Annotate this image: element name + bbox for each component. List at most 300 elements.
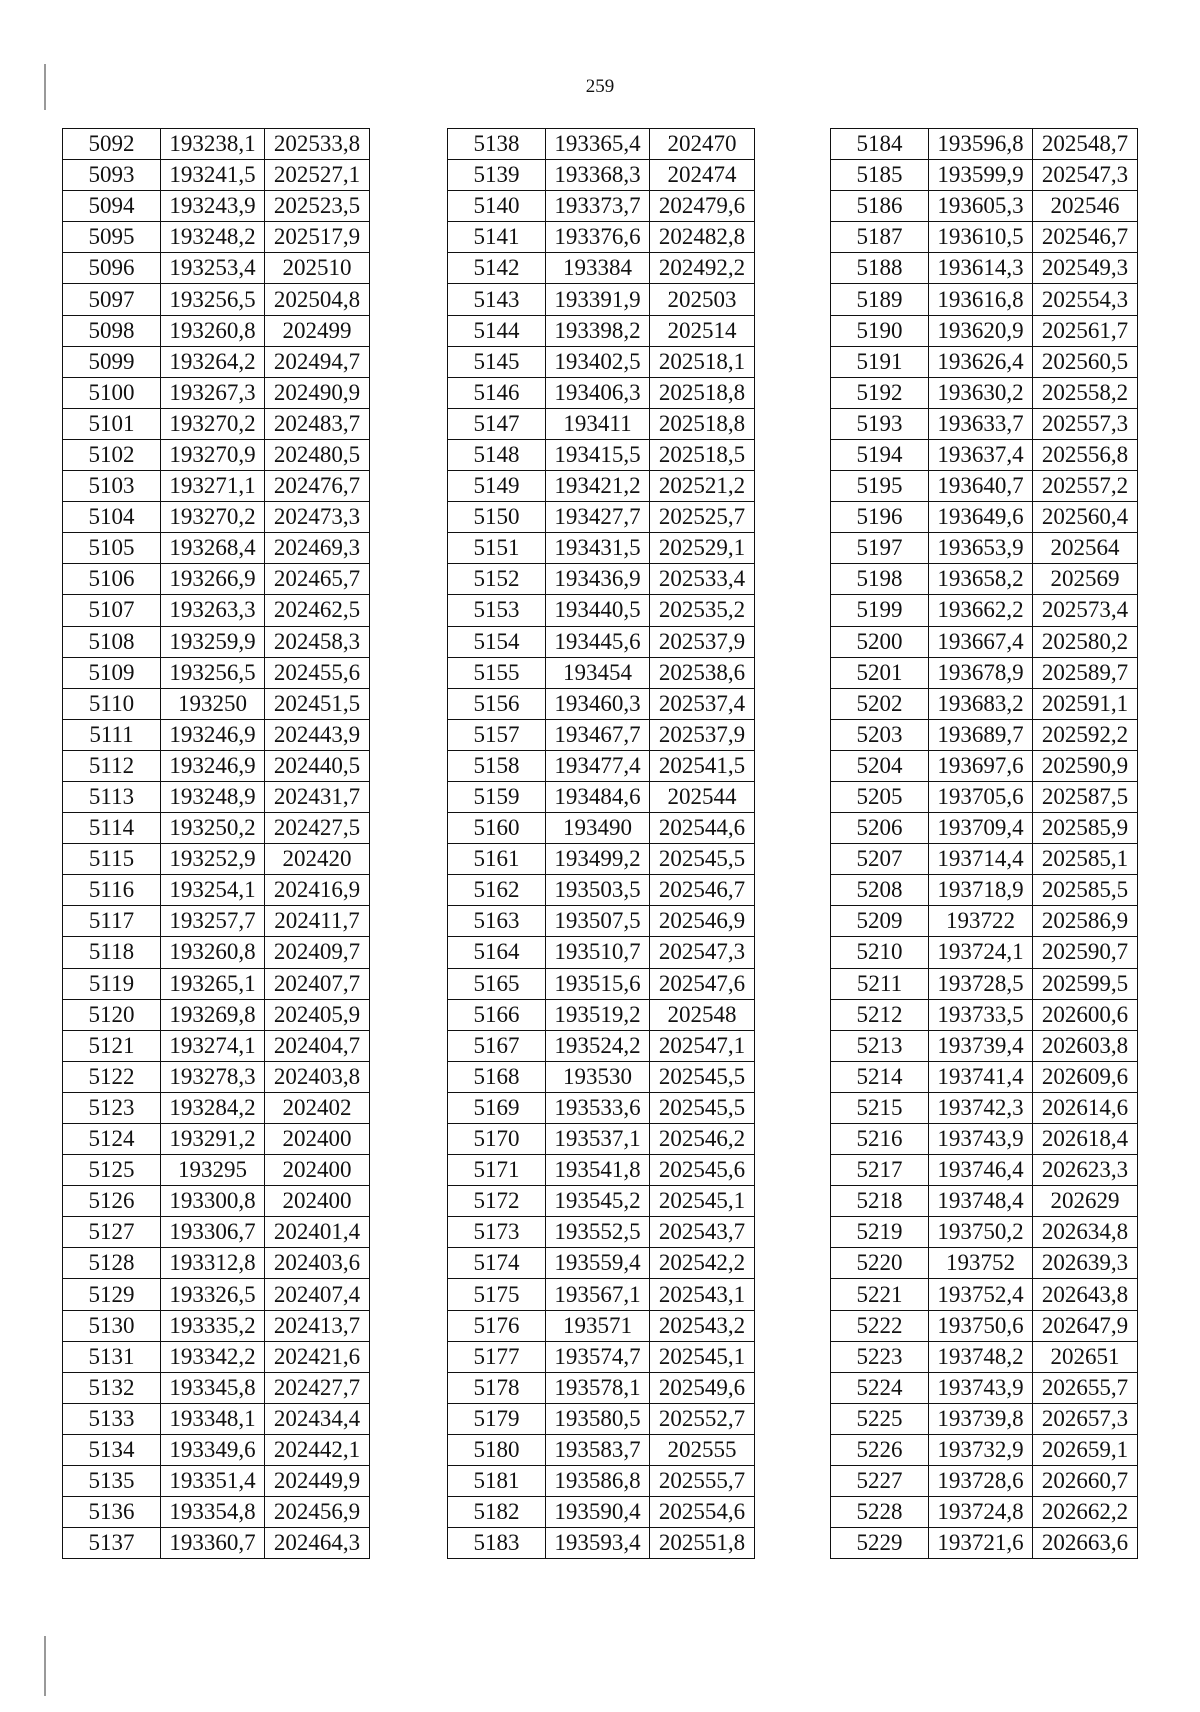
x-coordinate-cell: 193722 — [929, 906, 1033, 937]
x-coordinate-cell: 193270,2 — [161, 408, 265, 439]
x-coordinate-cell: 193746,4 — [929, 1155, 1033, 1186]
y-coordinate-cell: 202479,6 — [650, 191, 755, 222]
y-coordinate-cell: 202614,6 — [1033, 1092, 1138, 1123]
y-coordinate-cell: 202407,4 — [265, 1279, 370, 1310]
y-coordinate-cell: 202629 — [1033, 1186, 1138, 1217]
point-number-cell: 5102 — [63, 439, 161, 470]
x-coordinate-cell: 193739,4 — [929, 1030, 1033, 1061]
y-coordinate-cell: 202518,5 — [650, 439, 755, 470]
table-row — [831, 813, 1138, 844]
point-number-cell: 5160 — [448, 813, 546, 844]
point-number-cell: 5137 — [63, 1528, 161, 1559]
x-coordinate-cell: 193268,4 — [161, 533, 265, 564]
point-number-cell: 5140 — [448, 191, 546, 222]
x-coordinate-cell: 193571 — [546, 1310, 650, 1341]
table-row — [63, 284, 370, 315]
y-coordinate-cell: 202663,6 — [1033, 1528, 1138, 1559]
y-coordinate-cell: 202517,9 — [265, 222, 370, 253]
y-coordinate-cell: 202403,8 — [265, 1061, 370, 1092]
x-coordinate-cell: 193567,1 — [546, 1279, 650, 1310]
table-row — [63, 471, 370, 502]
y-coordinate-cell: 202494,7 — [265, 346, 370, 377]
table-row — [448, 439, 755, 470]
x-coordinate-cell: 193552,5 — [546, 1217, 650, 1248]
table-row — [448, 1466, 755, 1497]
x-coordinate-cell: 193733,5 — [929, 999, 1033, 1030]
y-coordinate-cell: 202473,3 — [265, 502, 370, 533]
table-row — [831, 781, 1138, 812]
point-number-cell: 5219 — [831, 1217, 929, 1248]
point-number-cell: 5221 — [831, 1279, 929, 1310]
point-number-cell: 5099 — [63, 346, 161, 377]
table-row — [448, 968, 755, 999]
x-coordinate-cell: 193739,8 — [929, 1403, 1033, 1434]
x-coordinate-cell: 193271,1 — [161, 471, 265, 502]
table-row — [831, 408, 1138, 439]
table-row — [448, 688, 755, 719]
point-number-cell: 5210 — [831, 937, 929, 968]
point-number-cell: 5216 — [831, 1124, 929, 1155]
y-coordinate-cell: 202407,7 — [265, 968, 370, 999]
y-coordinate-cell: 202585,5 — [1033, 875, 1138, 906]
x-coordinate-cell: 193724,8 — [929, 1497, 1033, 1528]
point-number-cell: 5207 — [831, 844, 929, 875]
point-number-cell: 5205 — [831, 781, 929, 812]
table-row — [831, 377, 1138, 408]
y-coordinate-cell: 202657,3 — [1033, 1403, 1138, 1434]
table-row — [831, 502, 1138, 533]
table-row — [831, 844, 1138, 875]
y-coordinate-cell: 202403,6 — [265, 1248, 370, 1279]
table-row — [63, 750, 370, 781]
x-coordinate-cell: 193649,6 — [929, 502, 1033, 533]
y-coordinate-cell: 202499 — [265, 315, 370, 346]
x-coordinate-cell: 193252,9 — [161, 844, 265, 875]
x-coordinate-cell: 193683,2 — [929, 688, 1033, 719]
point-number-cell: 5163 — [448, 906, 546, 937]
table-row — [63, 160, 370, 191]
table-row — [63, 222, 370, 253]
table-row — [63, 1372, 370, 1403]
table-row — [831, 1341, 1138, 1372]
table-row — [831, 1310, 1138, 1341]
table-row — [448, 1061, 755, 1092]
table-row — [448, 1310, 755, 1341]
table-row — [448, 222, 755, 253]
y-coordinate-cell: 202546,9 — [650, 906, 755, 937]
x-coordinate-cell: 193406,3 — [546, 377, 650, 408]
point-number-cell: 5193 — [831, 408, 929, 439]
x-coordinate-cell: 193503,5 — [546, 875, 650, 906]
point-number-cell: 5129 — [63, 1279, 161, 1310]
y-coordinate-cell: 202634,8 — [1033, 1217, 1138, 1248]
y-coordinate-cell: 202538,6 — [650, 657, 755, 688]
y-coordinate-cell: 202590,9 — [1033, 750, 1138, 781]
point-number-cell: 5181 — [448, 1466, 546, 1497]
y-coordinate-cell: 202599,5 — [1033, 968, 1138, 999]
point-number-cell: 5228 — [831, 1497, 929, 1528]
y-coordinate-cell: 202400 — [265, 1155, 370, 1186]
table-row — [831, 1030, 1138, 1061]
y-coordinate-cell: 202544 — [650, 781, 755, 812]
y-coordinate-cell: 202647,9 — [1033, 1310, 1138, 1341]
x-coordinate-cell: 193415,5 — [546, 439, 650, 470]
x-coordinate-cell: 193593,4 — [546, 1528, 650, 1559]
point-number-cell: 5167 — [448, 1030, 546, 1061]
table-row — [831, 999, 1138, 1030]
y-coordinate-cell: 202561,7 — [1033, 315, 1138, 346]
y-coordinate-cell: 202546,7 — [1033, 222, 1138, 253]
y-coordinate-cell: 202585,9 — [1033, 813, 1138, 844]
point-number-cell: 5196 — [831, 502, 929, 533]
table-row — [448, 502, 755, 533]
y-coordinate-cell: 202660,7 — [1033, 1466, 1138, 1497]
point-number-cell: 5176 — [448, 1310, 546, 1341]
x-coordinate-cell: 193454 — [546, 657, 650, 688]
table-row — [63, 1403, 370, 1434]
coordinates-table-2 — [447, 128, 755, 1559]
page-number: 259 — [585, 76, 615, 97]
point-number-cell: 5145 — [448, 346, 546, 377]
x-coordinate-cell: 193748,4 — [929, 1186, 1033, 1217]
x-coordinate-cell: 193530 — [546, 1061, 650, 1092]
x-coordinate-cell: 193728,6 — [929, 1466, 1033, 1497]
table-row — [63, 1434, 370, 1465]
y-coordinate-cell: 202434,4 — [265, 1403, 370, 1434]
x-coordinate-cell: 193335,2 — [161, 1310, 265, 1341]
table-row — [831, 875, 1138, 906]
point-number-cell: 5130 — [63, 1310, 161, 1341]
x-coordinate-cell: 193295 — [161, 1155, 265, 1186]
point-number-cell: 5212 — [831, 999, 929, 1030]
x-coordinate-cell: 193300,8 — [161, 1186, 265, 1217]
x-coordinate-cell: 193743,9 — [929, 1124, 1033, 1155]
y-coordinate-cell: 202543,2 — [650, 1310, 755, 1341]
point-number-cell: 5186 — [831, 191, 929, 222]
x-coordinate-cell: 193490 — [546, 813, 650, 844]
y-coordinate-cell: 202510 — [265, 253, 370, 284]
point-number-cell: 5133 — [63, 1403, 161, 1434]
table-row — [448, 813, 755, 844]
table-row — [448, 408, 755, 439]
y-coordinate-cell: 202416,9 — [265, 875, 370, 906]
x-coordinate-cell: 193248,2 — [161, 222, 265, 253]
table-row — [831, 968, 1138, 999]
point-number-cell: 5229 — [831, 1528, 929, 1559]
x-coordinate-cell: 193583,7 — [546, 1434, 650, 1465]
x-coordinate-cell: 193460,3 — [546, 688, 650, 719]
x-coordinate-cell: 193368,3 — [546, 160, 650, 191]
point-number-cell: 5169 — [448, 1092, 546, 1123]
x-coordinate-cell: 193614,3 — [929, 253, 1033, 284]
point-number-cell: 5214 — [831, 1061, 929, 1092]
y-coordinate-cell: 202580,2 — [1033, 626, 1138, 657]
table-row — [831, 1466, 1138, 1497]
y-coordinate-cell: 202533,8 — [265, 129, 370, 160]
point-number-cell: 5100 — [63, 377, 161, 408]
x-coordinate-cell: 193590,4 — [546, 1497, 650, 1528]
y-coordinate-cell: 202537,4 — [650, 688, 755, 719]
x-coordinate-cell: 193728,5 — [929, 968, 1033, 999]
y-coordinate-cell: 202549,3 — [1033, 253, 1138, 284]
y-coordinate-cell: 202400 — [265, 1186, 370, 1217]
point-number-cell: 5170 — [448, 1124, 546, 1155]
point-number-cell: 5185 — [831, 160, 929, 191]
point-number-cell: 5136 — [63, 1497, 161, 1528]
point-number-cell: 5162 — [448, 875, 546, 906]
x-coordinate-cell: 193750,6 — [929, 1310, 1033, 1341]
table-row — [63, 1310, 370, 1341]
table-row — [831, 191, 1138, 222]
table-row — [63, 1466, 370, 1497]
table-row — [448, 315, 755, 346]
table-row — [63, 533, 370, 564]
y-coordinate-cell: 202549,6 — [650, 1372, 755, 1403]
table-row — [63, 1092, 370, 1123]
x-coordinate-cell: 193431,5 — [546, 533, 650, 564]
point-number-cell: 5227 — [831, 1466, 929, 1497]
table-row — [831, 129, 1138, 160]
x-coordinate-cell: 193391,9 — [546, 284, 650, 315]
y-coordinate-cell: 202545,1 — [650, 1186, 755, 1217]
y-coordinate-cell: 202518,1 — [650, 346, 755, 377]
point-number-cell: 5191 — [831, 346, 929, 377]
point-number-cell: 5198 — [831, 564, 929, 595]
table-row — [63, 595, 370, 626]
table-row — [63, 875, 370, 906]
x-coordinate-cell: 193354,8 — [161, 1497, 265, 1528]
point-number-cell: 5117 — [63, 906, 161, 937]
table-row — [448, 1341, 755, 1372]
y-coordinate-cell: 202545,6 — [650, 1155, 755, 1186]
y-coordinate-cell: 202483,7 — [265, 408, 370, 439]
x-coordinate-cell: 193637,4 — [929, 439, 1033, 470]
y-coordinate-cell: 202518,8 — [650, 408, 755, 439]
x-coordinate-cell: 193440,5 — [546, 595, 650, 626]
y-coordinate-cell: 202560,5 — [1033, 346, 1138, 377]
point-number-cell: 5144 — [448, 315, 546, 346]
y-coordinate-cell: 202546,2 — [650, 1124, 755, 1155]
table-row — [63, 1217, 370, 1248]
x-coordinate-cell: 193667,4 — [929, 626, 1033, 657]
table-row — [831, 533, 1138, 564]
point-number-cell: 5110 — [63, 688, 161, 719]
y-coordinate-cell: 202545,5 — [650, 1061, 755, 1092]
point-number-cell: 5194 — [831, 439, 929, 470]
y-coordinate-cell: 202449,9 — [265, 1466, 370, 1497]
point-number-cell: 5202 — [831, 688, 929, 719]
table-row — [831, 719, 1138, 750]
x-coordinate-cell: 193349,6 — [161, 1434, 265, 1465]
table-row — [448, 844, 755, 875]
y-coordinate-cell: 202555 — [650, 1434, 755, 1465]
point-number-cell: 5097 — [63, 284, 161, 315]
point-number-cell: 5121 — [63, 1030, 161, 1061]
point-number-cell: 5165 — [448, 968, 546, 999]
y-coordinate-cell: 202504,8 — [265, 284, 370, 315]
x-coordinate-cell: 193263,3 — [161, 595, 265, 626]
table-row — [63, 346, 370, 377]
point-number-cell: 5204 — [831, 750, 929, 781]
point-number-cell: 5095 — [63, 222, 161, 253]
x-coordinate-cell: 193630,2 — [929, 377, 1033, 408]
x-coordinate-cell: 193360,7 — [161, 1528, 265, 1559]
x-coordinate-cell: 193384 — [546, 253, 650, 284]
y-coordinate-cell: 202431,7 — [265, 781, 370, 812]
x-coordinate-cell: 193348,1 — [161, 1403, 265, 1434]
point-number-cell: 5107 — [63, 595, 161, 626]
y-coordinate-cell: 202401,4 — [265, 1217, 370, 1248]
x-coordinate-cell: 193697,6 — [929, 750, 1033, 781]
point-number-cell: 5177 — [448, 1341, 546, 1372]
table-row — [831, 1217, 1138, 1248]
point-number-cell: 5195 — [831, 471, 929, 502]
point-number-cell: 5182 — [448, 1497, 546, 1528]
y-coordinate-cell: 202482,8 — [650, 222, 755, 253]
y-coordinate-cell: 202451,5 — [265, 688, 370, 719]
y-coordinate-cell: 202521,2 — [650, 471, 755, 502]
point-number-cell: 5200 — [831, 626, 929, 657]
y-coordinate-cell: 202469,3 — [265, 533, 370, 564]
table-row — [448, 906, 755, 937]
x-coordinate-cell: 193633,7 — [929, 408, 1033, 439]
y-coordinate-cell: 202465,7 — [265, 564, 370, 595]
x-coordinate-cell: 193484,6 — [546, 781, 650, 812]
x-coordinate-cell: 193586,8 — [546, 1466, 650, 1497]
y-coordinate-cell: 202554,3 — [1033, 284, 1138, 315]
y-coordinate-cell: 202623,3 — [1033, 1155, 1138, 1186]
x-coordinate-cell: 193578,1 — [546, 1372, 650, 1403]
point-number-cell: 5092 — [63, 129, 161, 160]
x-coordinate-cell: 193620,9 — [929, 315, 1033, 346]
y-coordinate-cell: 202518,8 — [650, 377, 755, 408]
x-coordinate-cell: 193265,1 — [161, 968, 265, 999]
x-coordinate-cell: 193640,7 — [929, 471, 1033, 502]
table-row — [63, 781, 370, 812]
point-number-cell: 5152 — [448, 564, 546, 595]
x-coordinate-cell: 193421,2 — [546, 471, 650, 502]
y-coordinate-cell: 202545,1 — [650, 1341, 755, 1372]
y-coordinate-cell: 202440,5 — [265, 750, 370, 781]
table-row — [831, 222, 1138, 253]
point-number-cell: 5201 — [831, 657, 929, 688]
x-coordinate-cell: 193312,8 — [161, 1248, 265, 1279]
point-number-cell: 5105 — [63, 533, 161, 564]
table-row — [831, 1528, 1138, 1559]
x-coordinate-cell: 193269,8 — [161, 999, 265, 1030]
table-row — [63, 1248, 370, 1279]
x-coordinate-cell: 193284,2 — [161, 1092, 265, 1123]
x-coordinate-cell: 193243,9 — [161, 191, 265, 222]
x-coordinate-cell: 193411 — [546, 408, 650, 439]
x-coordinate-cell: 193250 — [161, 688, 265, 719]
y-coordinate-cell: 202535,2 — [650, 595, 755, 626]
table-row — [448, 346, 755, 377]
y-coordinate-cell: 202420 — [265, 844, 370, 875]
point-number-cell: 5104 — [63, 502, 161, 533]
y-coordinate-cell: 202585,1 — [1033, 844, 1138, 875]
point-number-cell: 5093 — [63, 160, 161, 191]
y-coordinate-cell: 202464,3 — [265, 1528, 370, 1559]
table-row — [448, 533, 755, 564]
table-row — [63, 1528, 370, 1559]
x-coordinate-cell: 193373,7 — [546, 191, 650, 222]
x-coordinate-cell: 193467,7 — [546, 719, 650, 750]
point-number-cell: 5192 — [831, 377, 929, 408]
table-row — [448, 377, 755, 408]
table-row — [63, 968, 370, 999]
point-number-cell: 5203 — [831, 719, 929, 750]
y-coordinate-cell: 202556,8 — [1033, 439, 1138, 470]
x-coordinate-cell: 193515,6 — [546, 968, 650, 999]
point-number-cell: 5151 — [448, 533, 546, 564]
x-coordinate-cell: 193246,9 — [161, 719, 265, 750]
point-number-cell: 5128 — [63, 1248, 161, 1279]
y-coordinate-cell: 202443,9 — [265, 719, 370, 750]
point-number-cell: 5156 — [448, 688, 546, 719]
x-coordinate-cell: 193351,4 — [161, 1466, 265, 1497]
point-number-cell: 5138 — [448, 129, 546, 160]
x-coordinate-cell: 193306,7 — [161, 1217, 265, 1248]
y-coordinate-cell: 202543,7 — [650, 1217, 755, 1248]
y-coordinate-cell: 202573,4 — [1033, 595, 1138, 626]
table-row — [831, 160, 1138, 191]
table-row — [63, 688, 370, 719]
point-number-cell: 5134 — [63, 1434, 161, 1465]
x-coordinate-cell: 193689,7 — [929, 719, 1033, 750]
y-coordinate-cell: 202411,7 — [265, 906, 370, 937]
y-coordinate-cell: 202554,6 — [650, 1497, 755, 1528]
point-number-cell: 5116 — [63, 875, 161, 906]
x-coordinate-cell: 193616,8 — [929, 284, 1033, 315]
x-coordinate-cell: 193238,1 — [161, 129, 265, 160]
x-coordinate-cell: 193270,2 — [161, 502, 265, 533]
y-coordinate-cell: 202609,6 — [1033, 1061, 1138, 1092]
table-row — [448, 284, 755, 315]
x-coordinate-cell: 193342,2 — [161, 1341, 265, 1372]
y-coordinate-cell: 202400 — [265, 1124, 370, 1155]
table-row — [63, 1497, 370, 1528]
point-number-cell: 5112 — [63, 750, 161, 781]
scan-edge-mark — [44, 64, 46, 110]
table-row — [448, 1124, 755, 1155]
point-number-cell: 5158 — [448, 750, 546, 781]
x-coordinate-cell: 193266,9 — [161, 564, 265, 595]
point-number-cell: 5171 — [448, 1155, 546, 1186]
y-coordinate-cell: 202492,2 — [650, 253, 755, 284]
point-number-cell: 5139 — [448, 160, 546, 191]
table-row — [63, 657, 370, 688]
point-number-cell: 5109 — [63, 657, 161, 688]
x-coordinate-cell: 193580,5 — [546, 1403, 650, 1434]
table-row — [448, 129, 755, 160]
y-coordinate-cell: 202404,7 — [265, 1030, 370, 1061]
y-coordinate-cell: 202409,7 — [265, 937, 370, 968]
point-number-cell: 5111 — [63, 719, 161, 750]
table-row — [448, 999, 755, 1030]
point-number-cell: 5208 — [831, 875, 929, 906]
point-number-cell: 5223 — [831, 1341, 929, 1372]
table-row — [63, 408, 370, 439]
x-coordinate-cell: 193752,4 — [929, 1279, 1033, 1310]
y-coordinate-cell: 202537,9 — [650, 719, 755, 750]
point-number-cell: 5183 — [448, 1528, 546, 1559]
point-number-cell: 5123 — [63, 1092, 161, 1123]
point-number-cell: 5141 — [448, 222, 546, 253]
y-coordinate-cell: 202545,5 — [650, 1092, 755, 1123]
table-row — [448, 937, 755, 968]
y-coordinate-cell: 202589,7 — [1033, 657, 1138, 688]
